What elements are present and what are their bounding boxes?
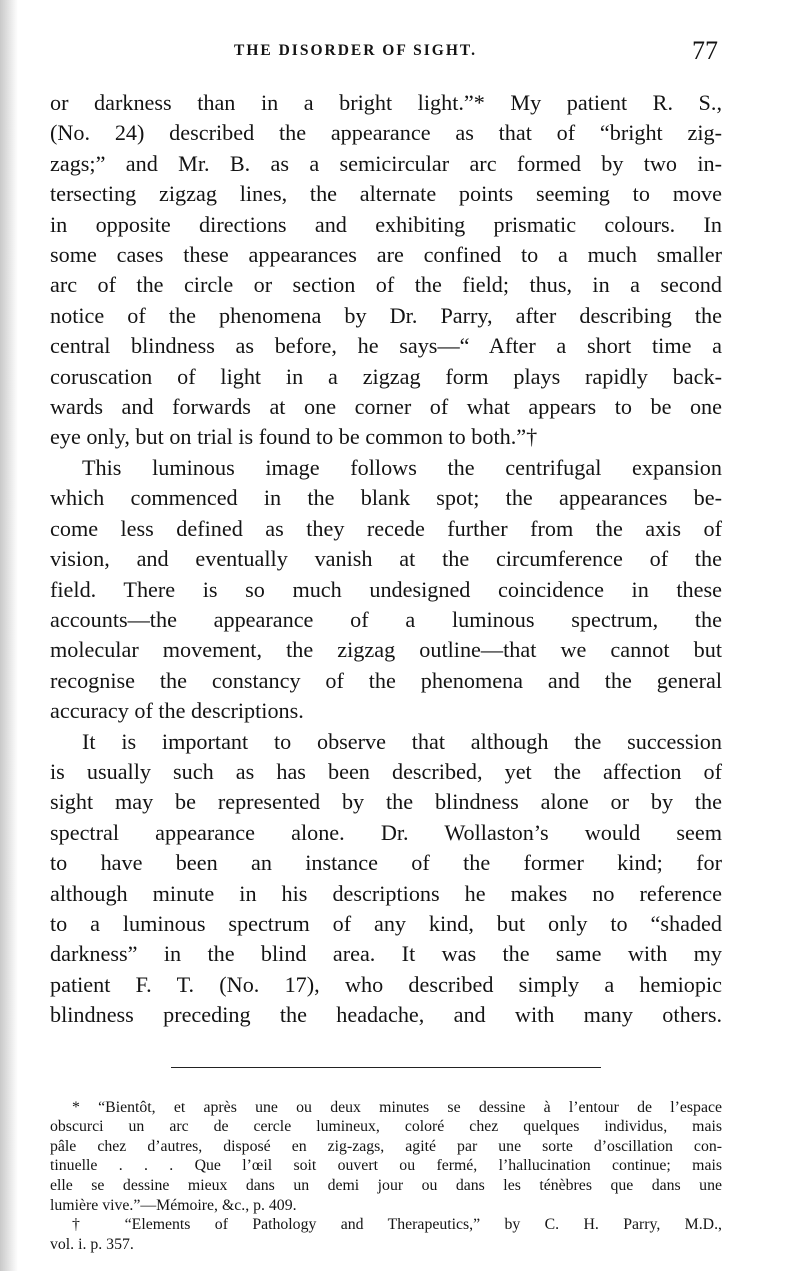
footnote-divider	[171, 1067, 601, 1068]
text-line: darkness” in the blind area. It was the same with my	[50, 941, 722, 967]
text-line: to a luminous spectrum of any kind, but only to “shaded	[50, 910, 722, 936]
footnote-line: tinuelle . . . Que l’œil soit ouvert ou fermé, l’hallucination continue; mais	[50, 1157, 722, 1175]
text-line: tersecting zigzag lines, the alternate points seeming to move	[50, 181, 722, 207]
page-number: 77	[692, 36, 718, 65]
text-line: It is important to observe that although the succession	[82, 728, 722, 754]
text-line: arc of the circle or section of the field; thus, in a second	[50, 272, 722, 298]
book-page	[50, 36, 722, 1254]
text-line: spectral appearance alone. Dr. Wollaston’s would seem	[50, 819, 722, 845]
footnote-line: pâle chez d’autres, disposé en zig-zags, agité par une sorte d’oscillation con-	[50, 1137, 722, 1155]
text-line: patient F. T. (No. 17), who described simply a hemiopic	[50, 971, 722, 997]
page-header	[50, 36, 722, 76]
paragraph-3	[50, 727, 722, 1031]
text-line: accounts—the appearance of a luminous spectrum, the	[50, 606, 722, 632]
text-line: recognise the constancy of the phenomena and the general	[50, 667, 722, 693]
text-line: accuracy of the descriptions.	[50, 698, 304, 724]
text-line: zags;” and Mr. B. as a semicircular arc formed by two in-	[50, 150, 722, 176]
footnotes	[50, 1098, 722, 1255]
text-line: or darkness than in a bright light.”* My patient R. S.,	[50, 90, 722, 115]
footnote-line: obscurci un arc de cercle lumineux, coloré chez quelques individus, mais	[50, 1118, 722, 1136]
text-line: central blindness as before, he says—“ After a short time a	[50, 333, 722, 359]
footnote-line: elle se dessine mieux dans un demi jour ou dans les ténèbres que dans une	[50, 1176, 722, 1194]
text-line: eye only, but on trial is found to be common to both.”†	[50, 424, 538, 450]
text-line: to have been an instance of the former kind; for	[50, 850, 722, 876]
text-line: coruscation of light in a zigzag form plays rapidly back-	[50, 363, 722, 389]
text-line: wards and forwards at one corner of what appears to be one	[50, 394, 722, 420]
text-line: vision, and eventually vanish at the circumference of the	[50, 546, 722, 572]
footnote-line: vol. i. p. 357.	[50, 1235, 134, 1253]
text-line: come less defined as they recede further from the axis of	[50, 515, 722, 541]
text-line: blindness preceding the headache, and with many others.	[50, 1002, 722, 1028]
text-line: (No. 24) described the appearance as that of “bright zig-	[50, 120, 722, 146]
page-gutter-shadow	[0, 0, 18, 1271]
text-line: which commenced in the blank spot; the appearances be-	[50, 485, 722, 511]
paragraph-1	[50, 88, 722, 453]
running-title: THE DISORDER OF SIGHT.	[234, 42, 477, 59]
paragraph-2	[50, 453, 722, 727]
footnote-asterisk	[50, 1098, 722, 1216]
text-line: field. There is so much undesigned coincidence in these	[50, 576, 722, 602]
text-line: This luminous image follows the centrifugal expansion	[82, 454, 722, 480]
text-line: although minute in his descriptions he makes no reference	[50, 880, 722, 906]
text-line: in opposite directions and exhibiting prismatic colours. In	[50, 211, 722, 237]
text-line: molecular movement, the zigzag outline—that we cannot but	[50, 637, 722, 663]
text-line: sight may be represented by the blindness alone or by the	[50, 789, 722, 815]
footnote-line: lumière vive.”—Mémoire, &c., p. 409.	[50, 1196, 297, 1214]
text-line: is usually such as has been described, yet the affection of	[50, 758, 722, 784]
footnote-line: † “Elements of Pathology and Therapeutics,” by C. H. Parry, M.D.,	[72, 1216, 722, 1234]
body-text	[50, 88, 722, 1031]
footnote-dagger	[50, 1215, 722, 1254]
text-line: some cases these appearances are confined to a much smaller	[50, 242, 722, 268]
text-line: notice of the phenomena by Dr. Parry, after describing the	[50, 302, 722, 328]
footnote-line: * “Bientôt, et après une ou deux minutes se dessine à l’entour de l’espace	[72, 1098, 722, 1116]
